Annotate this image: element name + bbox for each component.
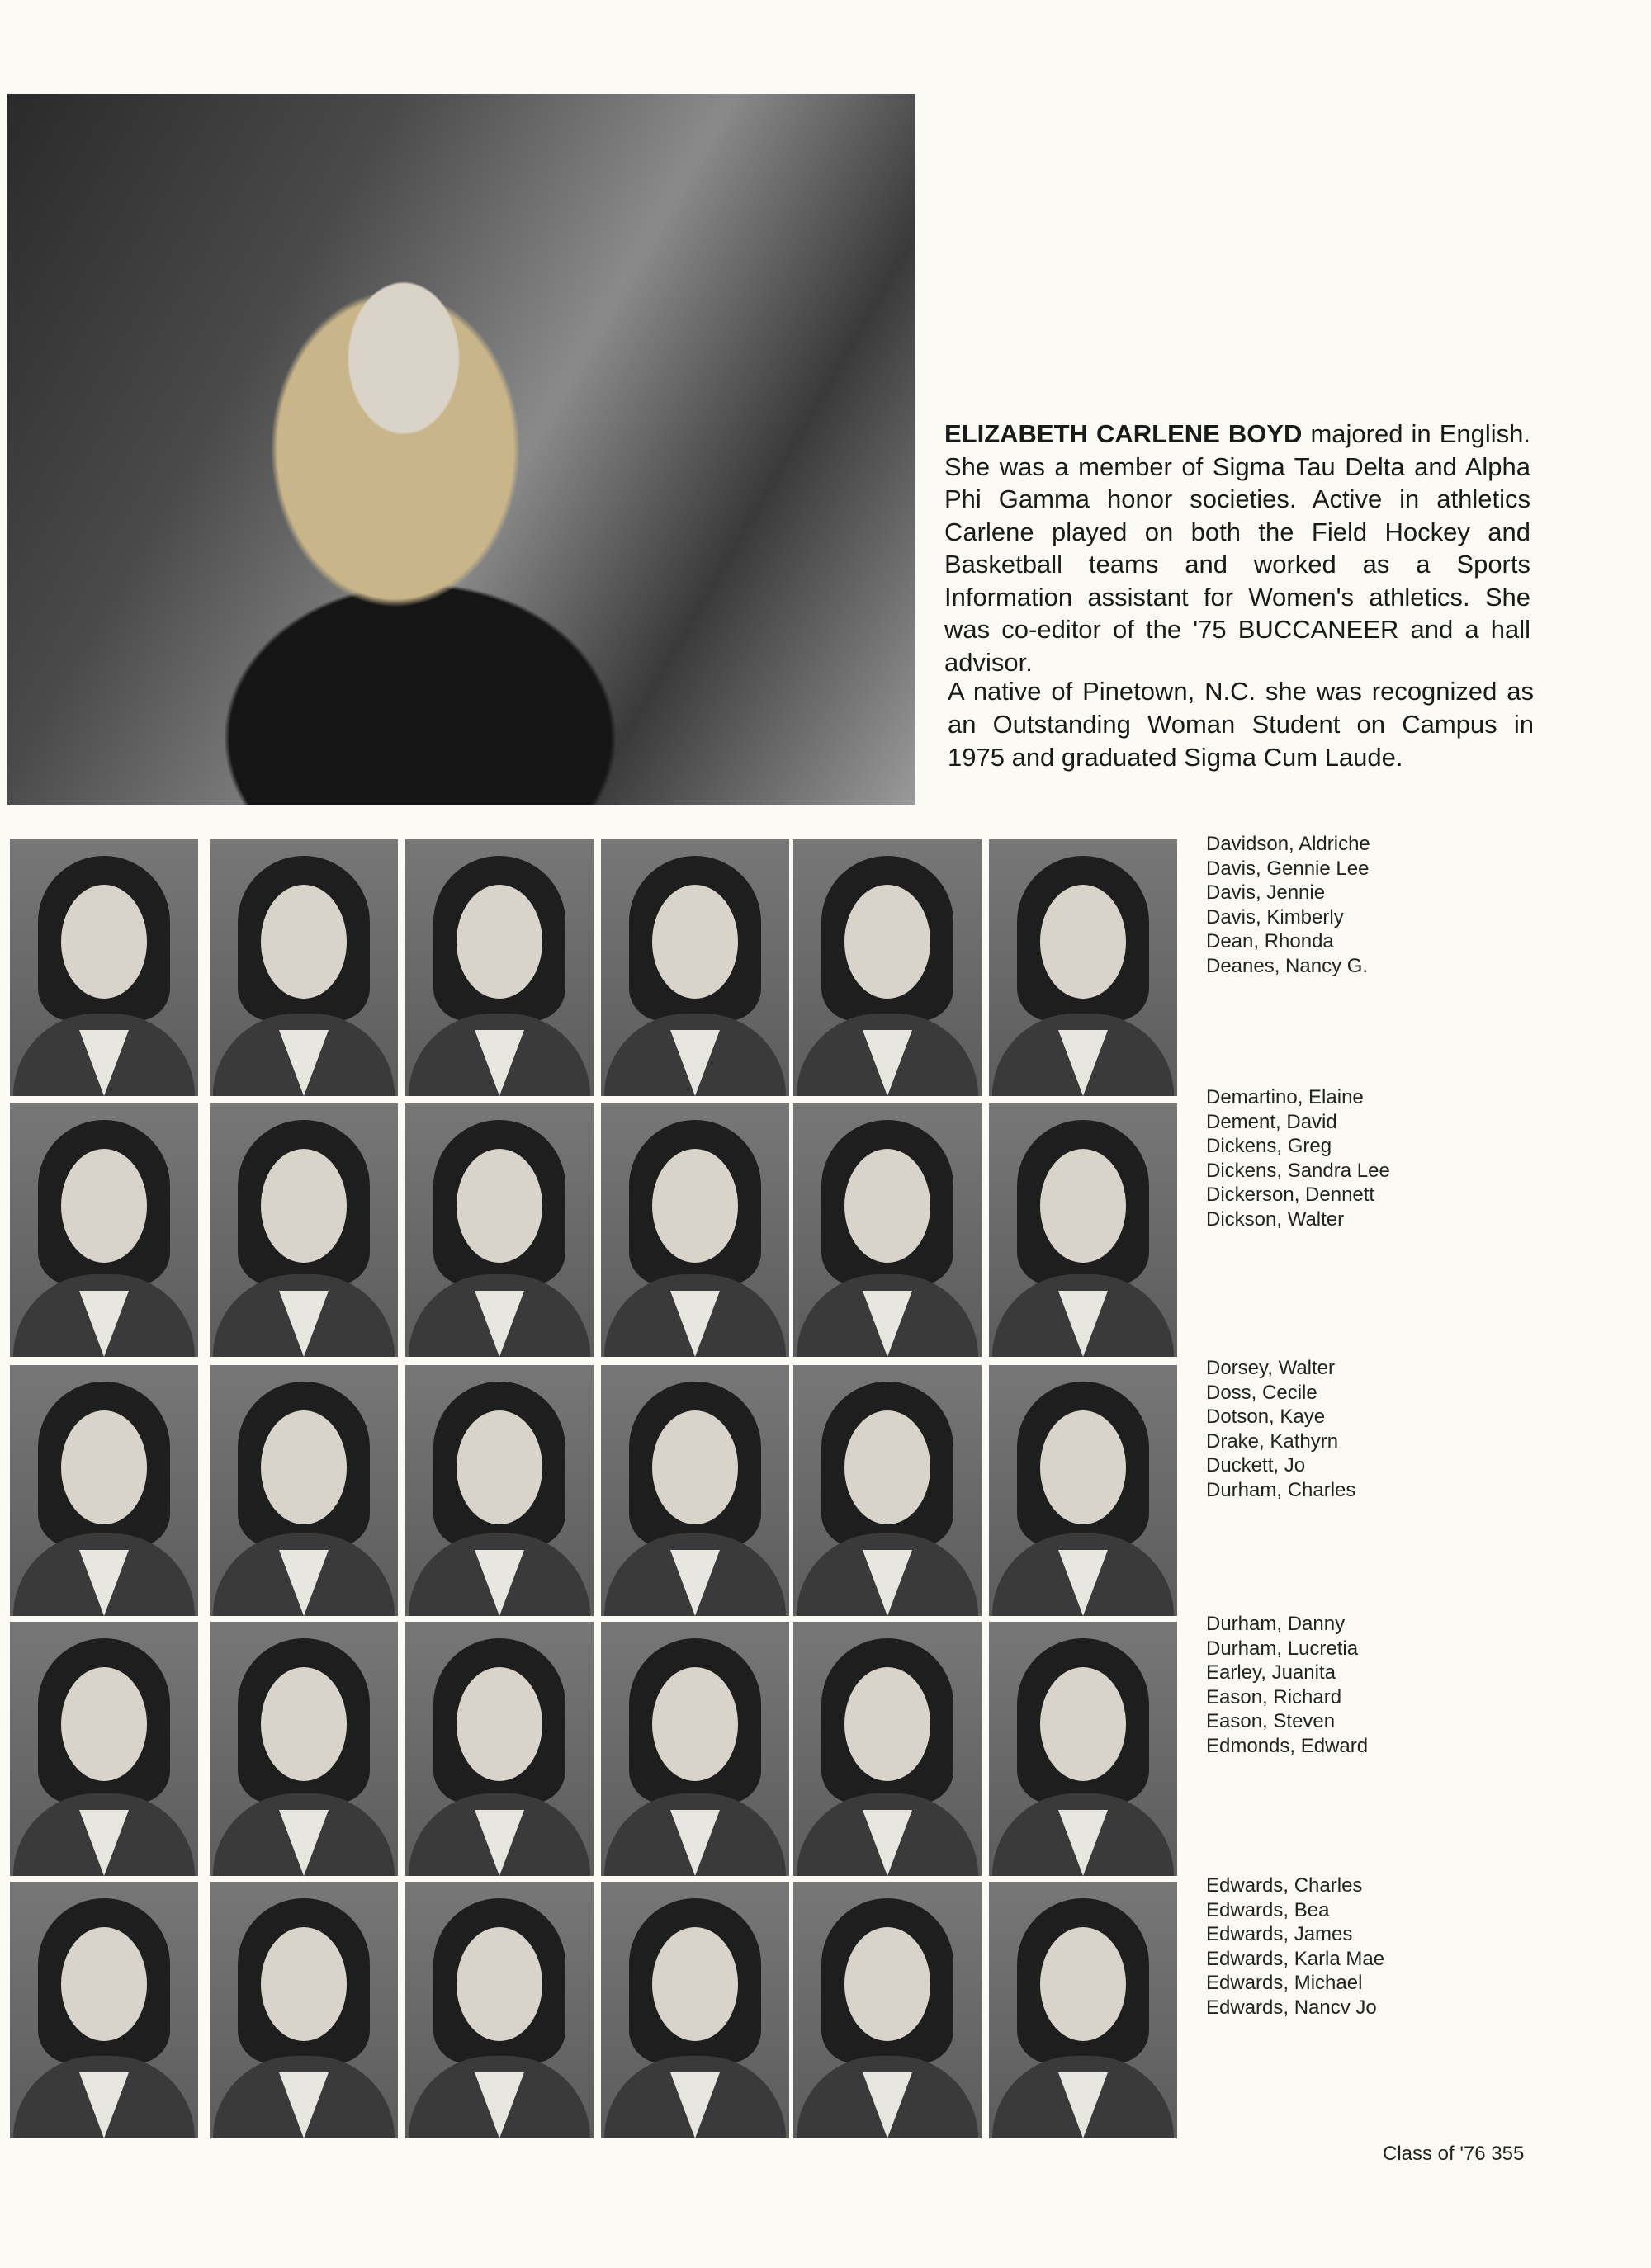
- student-name: Edwards, Charles: [1206, 1874, 1363, 1897]
- student-name: Edwards, Karla Mae: [1206, 1947, 1385, 1970]
- student-portrait: [793, 839, 982, 1096]
- student-portrait: [210, 1882, 398, 2138]
- student-portrait: [405, 839, 594, 1096]
- student-portrait: [10, 1622, 198, 1876]
- student-portrait: [601, 1103, 789, 1357]
- student-name: Edmonds, Edward: [1206, 1734, 1369, 1757]
- student-name: Dickson, Walter: [1206, 1207, 1345, 1231]
- student-portrait: [10, 1365, 198, 1616]
- student-name: Durham, Danny: [1206, 1613, 1346, 1635]
- student-portrait: [601, 1622, 789, 1876]
- student-name: Dorsey, Walter: [1206, 1357, 1336, 1379]
- feature-bio-text: majored in English. She was a member of Sigma Tau Delta and Alpha Phi Gamma honor societies. Active in athletics Carlene played on both the Field Hockey and Basketball teams and worked as a Sports Information assistant for Women's athletics. She was co-editor of the '75 BUCCANEER and a hall advisor.: [944, 419, 1530, 677]
- student-name: Dement, David: [1206, 1110, 1337, 1133]
- student-name: Edwards, Nancv Jo: [1206, 1996, 1377, 2019]
- feature-portrait-photo: [7, 94, 915, 805]
- student-portrait: [405, 1622, 594, 1876]
- student-portrait: [601, 839, 789, 1096]
- student-name: Dickens, Sandra Lee: [1206, 1159, 1390, 1182]
- student-name: Davis, Kimberly: [1206, 905, 1344, 928]
- student-portrait: [793, 1103, 982, 1357]
- student-name: Davis, Jennie: [1206, 881, 1326, 905]
- name-list: [1206, 832, 1370, 979]
- student-portrait: [989, 1882, 1177, 2138]
- page-footer: Class of '76 355: [1383, 2143, 1525, 2165]
- name-list: [1206, 1873, 1384, 2020]
- portrait-row: [10, 1882, 1182, 2138]
- student-name: Dickerson, Dennett: [1206, 1184, 1375, 1207]
- student-name: Drake, Kathyrn: [1206, 1429, 1339, 1453]
- student-portrait: [601, 1882, 789, 2138]
- student-name: Davis, Gennie Lee: [1206, 857, 1370, 880]
- student-name: Deanes, Nancy G.: [1206, 954, 1369, 977]
- student-portrait: [405, 1103, 594, 1357]
- student-portrait: [405, 1882, 594, 2138]
- student-name: Dean, Rhonda: [1206, 930, 1334, 953]
- name-list: [1206, 1356, 1355, 1503]
- student-portrait: [989, 1103, 1177, 1357]
- student-portrait: [793, 1882, 982, 2138]
- student-portrait: [10, 1103, 198, 1357]
- student-portrait: [989, 1365, 1177, 1616]
- student-name: Demartino, Elaine: [1206, 1086, 1364, 1108]
- student-portrait: [210, 1103, 398, 1357]
- student-name: Doss, Cecile: [1206, 1381, 1317, 1404]
- student-name: Edwards, James: [1206, 1923, 1353, 1946]
- student-portrait: [210, 1365, 398, 1616]
- student-name: Davidson, Aldriche: [1206, 833, 1370, 855]
- student-name: Dotson, Kaye: [1206, 1406, 1326, 1429]
- student-name: Duckett, Jo: [1206, 1454, 1306, 1477]
- student-name: Earley, Juanita: [1206, 1661, 1336, 1684]
- student-portrait: [989, 1622, 1177, 1876]
- student-portrait: [793, 1622, 982, 1876]
- student-portrait: [405, 1365, 594, 1616]
- student-name: Edwards, Bea: [1206, 1898, 1330, 1921]
- portrait-row: [10, 1622, 1182, 1876]
- student-name: Durham, Charles: [1206, 1478, 1356, 1501]
- feature-bio: [944, 418, 1530, 678]
- feature-bio-continued: A native of Pinetown, N.C. she was recognized as an Outstanding Woman Student on Campus in 1975 and graduated Sigma Cum Laude.: [948, 677, 1534, 772]
- student-portrait: [793, 1365, 982, 1616]
- student-name: Dickens, Greg: [1206, 1135, 1332, 1158]
- name-list: [1206, 1612, 1368, 1759]
- student-portrait: [989, 839, 1177, 1096]
- student-portrait: [210, 839, 398, 1096]
- name-list: [1206, 1085, 1390, 1232]
- student-name: Durham, Lucretia: [1206, 1637, 1359, 1660]
- student-portrait: [210, 1622, 398, 1876]
- portrait-row: [10, 839, 1182, 1096]
- portrait-row: [10, 1365, 1182, 1616]
- student-portrait: [10, 1882, 198, 2138]
- student-name: Eason, Richard: [1206, 1685, 1342, 1708]
- student-portrait: [10, 839, 198, 1096]
- student-name: Eason, Steven: [1206, 1710, 1336, 1733]
- portrait-row: [10, 1103, 1182, 1357]
- student-portrait: [601, 1365, 789, 1616]
- feature-name: ELIZABETH CARLENE BOYD: [944, 419, 1303, 448]
- student-name: Edwards, Michael: [1206, 1972, 1363, 1995]
